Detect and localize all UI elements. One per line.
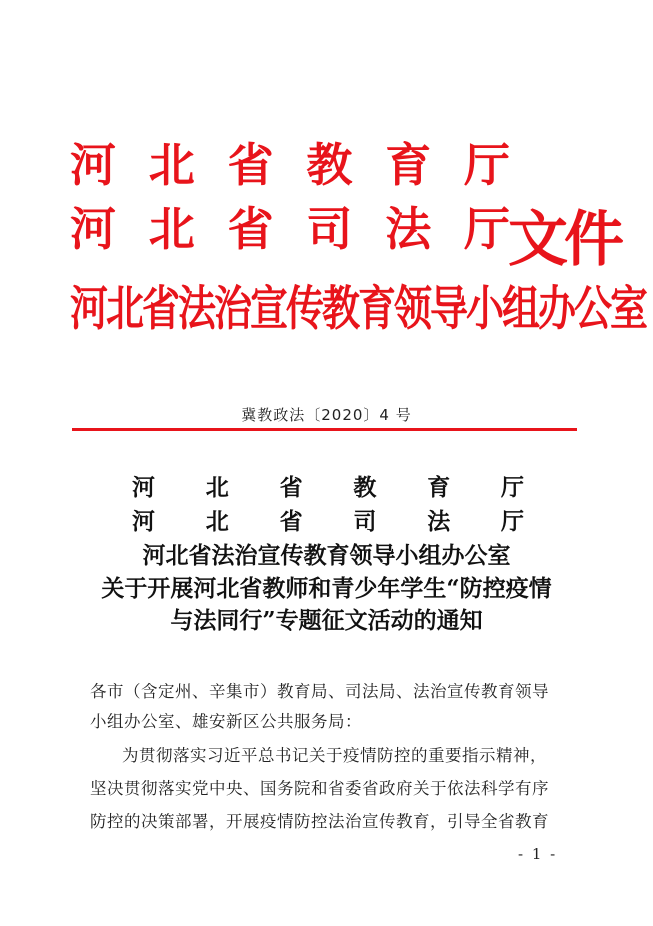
red-divider — [72, 428, 577, 431]
title-char: 省 — [279, 474, 303, 501]
header-issuer-legal-office — [70, 281, 647, 337]
title-char: 河 — [132, 474, 155, 501]
header-char: 厅 — [463, 138, 510, 192]
header-char: 省 — [227, 138, 274, 192]
page-number: - 1 - — [518, 845, 558, 863]
title-char: 教 — [353, 474, 377, 501]
title-line-2 — [132, 503, 524, 536]
title-line-1 — [132, 469, 524, 502]
document-number: 冀教政法〔2020〕4 号 — [241, 406, 412, 424]
header-char: 厅 — [463, 202, 510, 256]
header-document-label: 文件 — [508, 205, 620, 275]
header-char: 北 — [148, 138, 195, 192]
title-char: 北 — [205, 474, 229, 501]
header-char: 育 — [385, 138, 432, 192]
title-line-3: 河北省法治宣传教育领导小组办公室 — [142, 542, 511, 569]
header-issuer-education-dept — [70, 138, 510, 192]
header-char: 法 — [385, 202, 432, 256]
title-char: 厅 — [500, 508, 524, 535]
header-issuer-justice-dept — [70, 202, 510, 256]
title-char: 法 — [427, 508, 451, 535]
body-line: 为贯彻落实习近平总书记关于疫情防控的重要指示精神， — [122, 746, 547, 765]
header-char: 司 — [306, 202, 353, 256]
body-line: 坚决贯彻落实党中央、国务院和省委省政府关于依法科学有序 — [90, 779, 549, 798]
title-char: 育 — [427, 474, 451, 501]
body-line: 小组办公室、雄安新区公共服务局： — [90, 712, 362, 731]
title-line-4: 关于开展河北省教师和青少年学生“防控疫情 — [101, 575, 552, 602]
header-char: 省 — [227, 202, 274, 256]
header-char: 北 — [148, 202, 195, 256]
title-char: 厅 — [500, 474, 524, 501]
header-char: 河 — [70, 202, 116, 256]
header-line3-text: 河北省法治宣传教育领导小组办公室 — [70, 281, 647, 337]
title-char: 司 — [353, 508, 377, 535]
body-line: 各市（含定州、辛集市）教育局、司法局、法治宣传教育领导 — [90, 682, 549, 701]
header-char: 教 — [306, 138, 353, 192]
title-char: 北 — [205, 508, 229, 535]
title-line-5: 与法同行”专题征文活动的通知 — [170, 607, 483, 634]
body-line: 防控的决策部署，开展疫情防控法治宣传教育，引导全省教育 — [90, 812, 549, 831]
header-char: 河 — [70, 138, 116, 192]
title-char: 省 — [279, 508, 303, 535]
title-char: 河 — [132, 508, 155, 535]
